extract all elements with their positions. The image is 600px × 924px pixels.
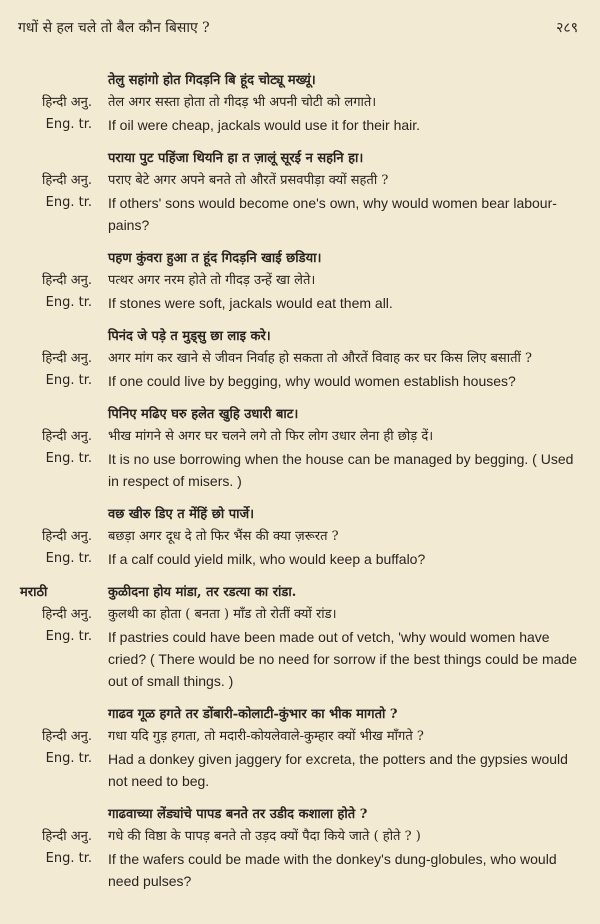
hindi-translation: तेल अगर सस्ता होता तो गीदड़ भी अपनी चोटी को लगाते।: [108, 95, 377, 110]
entry-spacer: [0, 792, 600, 804]
hindi-translation-label: हिन्दी अनु.: [42, 729, 92, 744]
proverb-list: [0, 70, 600, 904]
source-proverb: गाढवाच्या लेंड्यांचे पापड बनते तर उडीद कशाला होते ?: [108, 807, 368, 822]
hindi-translation: अगर मांग कर खाने से जीवन निर्वाह हो सकता तो औरतें विवाह कर घर किस लिए बसातीं ?: [108, 351, 532, 366]
source-proverb: पहण कुंवरा हुआ त हूंद गिदड़नि खाई छडिया।: [108, 251, 322, 266]
hindi-row: [0, 270, 600, 292]
source-proverb: पिनिए मढिए घरु हलेत खुहि उधारी बाट।: [108, 407, 299, 422]
english-translation: If stones were soft, jackals would eat them all.: [108, 295, 393, 311]
hindi-row: [0, 92, 600, 114]
english-translation-label: Eng. tr.: [45, 629, 92, 644]
hindi-row: [0, 526, 600, 548]
hindi-translation: भीख मांगने से अगर घर चलने लगे तो फिर लोग उधार लेना ही छोड़ दें।: [108, 429, 434, 444]
english-row: [0, 548, 600, 570]
english-translation: If pastries could have been made out of vetch, 'why would women have cried? ( There would be no need for sorrow if the best things could be made out of small things. ): [108, 629, 578, 689]
english-translation-label: Eng. tr.: [45, 451, 92, 466]
page-header: [18, 18, 578, 42]
english-row: [0, 192, 600, 236]
hindi-translation-label: हिन्दी अनु.: [42, 607, 92, 622]
source-row: [0, 582, 600, 604]
hindi-row: [0, 826, 600, 848]
source-row: [0, 70, 600, 92]
proverb-entry: [0, 326, 600, 404]
entry-spacer: [0, 492, 600, 504]
proverb-entry: [0, 804, 600, 904]
proverb-entry: [0, 70, 600, 148]
english-translation: If the wafers could be made with the donkey's dung-globules, who would need pulses?: [108, 851, 557, 889]
hindi-translation: गधे की विष्ठा के पापड़ बनते तो उड़द क्यों पैदा किये जाते ( होते ? ): [108, 829, 421, 844]
page-number: २८९: [556, 20, 578, 36]
english-row: [0, 448, 600, 492]
hindi-row: [0, 604, 600, 626]
english-translation: If a calf could yield milk, who would keep a buffalo?: [108, 551, 426, 567]
running-title: गधों से हल चले तो बैल कौन बिसाए ?: [18, 20, 210, 36]
source-proverb: वछ खीरु डिए त मेंहिं छो पार्जे।: [108, 507, 255, 522]
hindi-row: [0, 426, 600, 448]
hindi-translation-label: हिन्दी अनु.: [42, 173, 92, 188]
source-row: [0, 148, 600, 170]
english-translation-label: Eng. tr.: [45, 195, 92, 210]
english-translation: It is no use borrowing when the house can be managed by begging. ( Used in respect of misers. ): [108, 451, 574, 489]
proverb-entry: [0, 704, 600, 804]
english-translation: If oil were cheap, jackals would use it for their hair.: [108, 117, 421, 133]
english-translation: If others' sons would become one's own, why would women bear labour-pains?: [108, 195, 557, 233]
hindi-translation: पत्थर अगर नरम होते तो गीदड़ उन्हें खा लेते।: [108, 273, 316, 288]
hindi-translation: कुलथी का होता ( बनता ) माँड तो रोतीं क्यों रांड।: [108, 607, 337, 622]
hindi-translation-label: हिन्दी अनु.: [42, 351, 92, 366]
source-row: [0, 504, 600, 526]
source-proverb: पिनंद जे पड़े त मुड्सु छा लाइ करे।: [108, 329, 271, 344]
english-translation: Had a donkey given jaggery for excreta, the potters and the gypsies would not need to beg.: [108, 751, 568, 789]
english-row: [0, 370, 600, 392]
source-row: [0, 804, 600, 826]
entry-spacer: [0, 392, 600, 404]
english-translation-label: Eng. tr.: [45, 117, 92, 132]
proverb-entry: [0, 248, 600, 326]
entry-spacer: [0, 692, 600, 704]
entry-spacer: [0, 136, 600, 148]
hindi-translation: गधा यदि गुड़ हगता, तो मदारी-कोयलेवाले-कुम्हार क्यों भीख माँगते ?: [108, 729, 424, 744]
hindi-row: [0, 348, 600, 370]
hindi-translation-label: हिन्दी अनु.: [42, 429, 92, 444]
english-row: [0, 848, 600, 892]
entry-spacer: [0, 570, 600, 582]
source-proverb: तेलु सहांगो होत गिदड़नि बि हूंद चोट्यू मख्यूं।: [108, 73, 316, 88]
hindi-row: [0, 170, 600, 192]
entry-spacer: [0, 236, 600, 248]
english-translation-label: Eng. tr.: [45, 551, 92, 566]
proverb-entry: [0, 148, 600, 248]
source-proverb: गाढव गूळ हगते तर डोंबारी-कोलाटी-कुंभार का भीक मागतो ?: [108, 707, 398, 722]
english-row: [0, 114, 600, 136]
entry-spacer: [0, 892, 600, 904]
source-row: [0, 248, 600, 270]
english-row: [0, 626, 600, 692]
hindi-translation-label: हिन्दी अनु.: [42, 829, 92, 844]
english-translation: If one could live by begging, why would women establish houses?: [108, 373, 516, 389]
english-row: [0, 292, 600, 314]
hindi-translation: बछड़ा अगर दूध दे तो फिर भैंस की क्या ज़रूरत ?: [108, 529, 339, 544]
source-row: [0, 326, 600, 348]
entry-spacer: [0, 314, 600, 326]
hindi-translation: पराए बेटे अगर अपने बनते तो औरतें प्रसवपीड़ा क्यों सहती ?: [108, 173, 389, 188]
proverb-entry: [0, 504, 600, 582]
source-row: [0, 704, 600, 726]
english-translation-label: Eng. tr.: [45, 851, 92, 866]
proverb-entry: [0, 582, 600, 704]
hindi-translation-label: हिन्दी अनु.: [42, 529, 92, 544]
english-translation-label: Eng. tr.: [45, 295, 92, 310]
english-row: [0, 748, 600, 792]
hindi-row: [0, 726, 600, 748]
english-translation-label: Eng. tr.: [45, 373, 92, 388]
source-row: [0, 404, 600, 426]
hindi-translation-label: हिन्दी अनु.: [42, 273, 92, 288]
hindi-translation-label: हिन्दी अनु.: [42, 95, 92, 110]
source-proverb: पराया पुट पहिंजा थियनि हा त ज़ालूं सूरई न सहनि हा।: [108, 151, 364, 166]
english-translation-label: Eng. tr.: [45, 751, 92, 766]
language-section-label: मराठी: [20, 585, 48, 600]
proverb-entry: [0, 404, 600, 504]
source-proverb: कुळीदना होय मांडा, तर रडत्या का रांडा.: [108, 585, 297, 600]
